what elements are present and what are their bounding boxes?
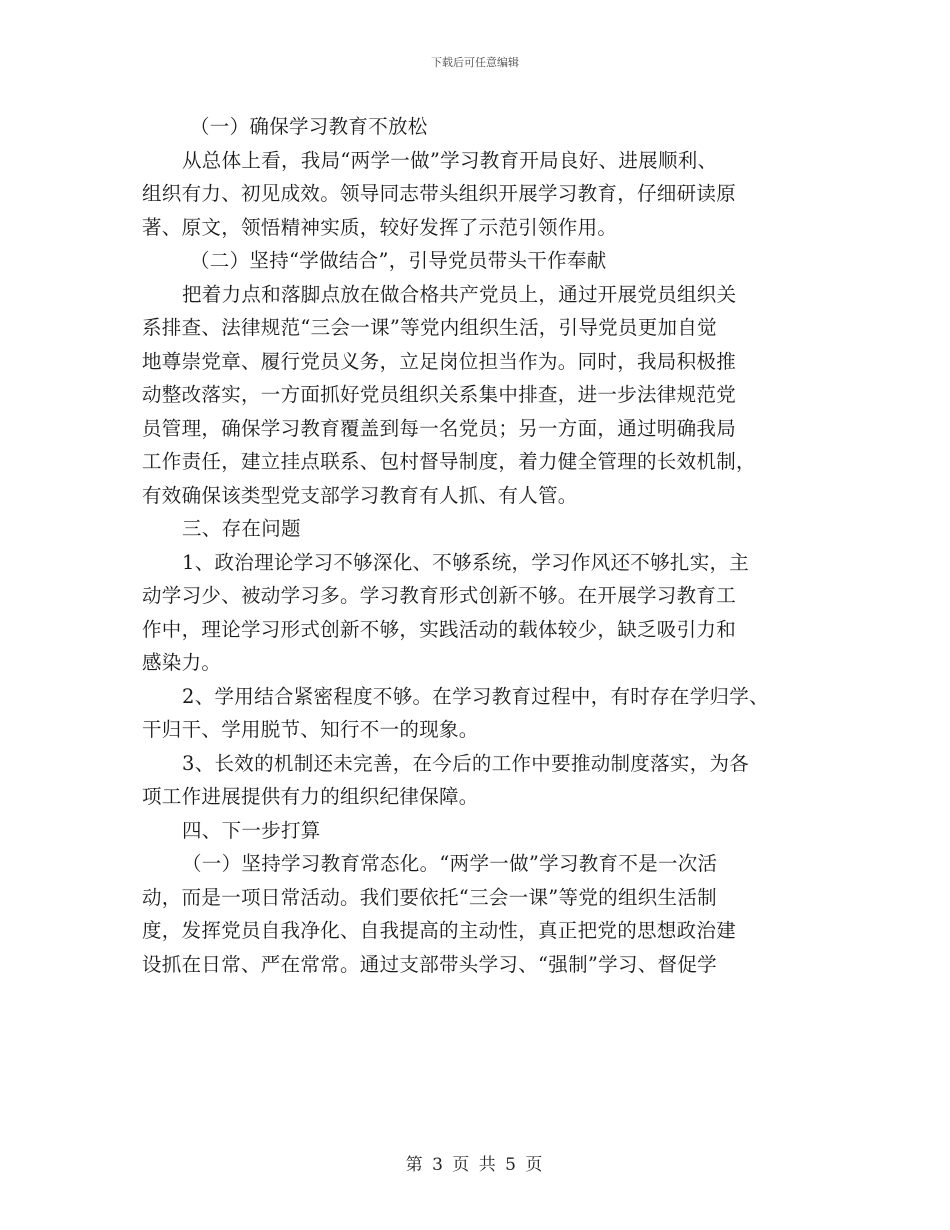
paragraph-line: 2、学用结合紧密程度不够。在学习教育过程中，有时存在学归学、 [182,684,769,708]
paragraph-line: 动学习少、被动学习多。学习教育形式创新不够。在开展学习教育工 [142,584,737,607]
page-header: 下载后可任意编辑 [431,56,519,69]
paragraph-line: 把着力点和落脚点放在做合格共产党员上，通过开展党员组织关 [182,282,737,306]
section-heading: （二）坚持“学做结合”，引导党员带头干作奉献 [190,249,607,272]
paragraph-line: 员管理，确保学习教育覆盖到每一名党员；另一方面，通过明确我局 [142,416,737,440]
page-number-footer: 第 3 页 共 5 页 [405,1155,545,1175]
paragraph-line: 系排查、法律规范“三会一课”等党内组织生活，引导党员更加自觉 [142,316,717,339]
paragraph-line: 项工作进展提供有力的组织纪律保障。 [142,785,479,808]
paragraph-line: 1、政治理论学习不够深化、不够系统，学习作风还不够扎实，主 [182,550,750,574]
paragraph-line: 动，而是一项日常活动。我们要依托“三会一课”等党的组织生活制 [142,885,717,909]
paragraph-line: 作中，理论学习形式创新不够，实践活动的载体较少，缺乏吸引力和 [142,617,737,641]
paragraph-line: （一）坚持学习教育常态化。“两学一做”学习教育不是一次活 [182,852,718,875]
paragraph-line: 设抓在日常、严在常常。通过支部带头学习、“强制”学习、督促学 [142,952,717,976]
section-heading: 四、下一步打算 [182,818,321,842]
section-heading: 三、存在问题 [182,517,301,540]
paragraph-line: 工作责任，建立挂点联系、包村督导制度，着力健全管理的长效机制， [142,450,756,473]
paragraph-line: 从总体上看，我局“两学一做”学习教育开局良好、进展顺利、 [182,148,718,172]
document-body [142,110,822,981]
paragraph-line: 度，发挥党员自我净化、自我提高的主动性，真正把党的思想政治建 [142,919,737,942]
section-heading: （一）确保学习教育不放松 [190,115,428,138]
paragraph-line: 干归干、学用脱节、知行不一的现象。 [142,718,479,741]
paragraph-line: 地尊崇党章、履行党员义务，立足岗位担当作为。同时，我局积极推 [142,349,737,373]
paragraph-line: 著、原文，领悟精神实质，较好发挥了示范引领作用。 [142,215,618,239]
paragraph-line: 感染力。 [142,651,222,674]
paragraph-line: 3、长效的机制还未完善，在今后的工作中要推动制度落实，为各 [182,751,750,775]
paragraph-line: 动整改落实，一方面抓好党员组织关系集中排查，进一步法律规范党 [142,383,737,406]
paragraph-line: 有效确保该类型党支部学习教育有人抓、有人管。 [142,483,578,507]
paragraph-line: 组织有力、初见成效。领导同志带头组织开展学习教育，仔细研读原 [142,182,737,205]
